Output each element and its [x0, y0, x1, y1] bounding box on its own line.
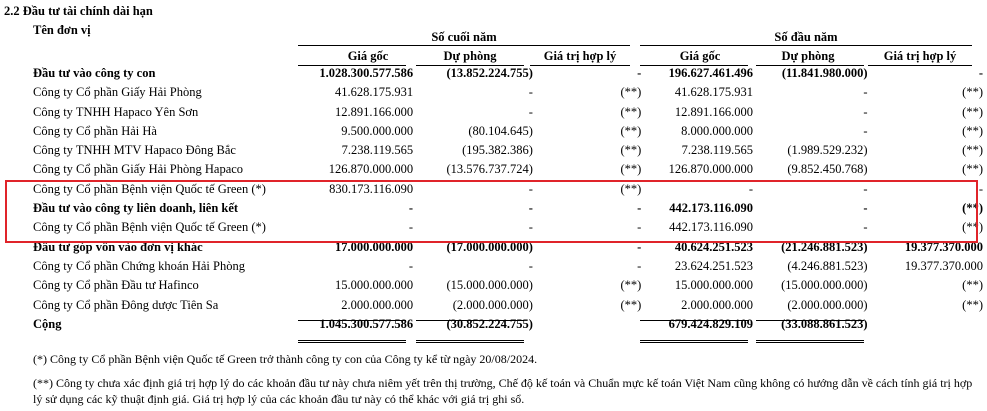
row-value: (15.000.000.000): [781, 278, 868, 293]
row-value: 41.628.175.931: [674, 85, 753, 100]
row-value: 1.045.300.577.586: [319, 316, 414, 331]
row-value: (**): [962, 278, 983, 293]
row-value: (**): [962, 104, 983, 119]
row-value: (17.000.000.000): [446, 239, 533, 254]
row-value: 17.000.000.000: [334, 239, 414, 254]
row-value: -: [528, 85, 533, 100]
row-name: Công ty Cổ phần Giấy Hải Phòng: [33, 85, 202, 100]
row-value: (30.852.224.755): [446, 316, 533, 331]
row-value: (21.246.881.523): [781, 239, 868, 254]
row-value: 679.424.829.109: [668, 316, 753, 331]
row-value: (**): [620, 85, 642, 100]
row-name: Công ty Cổ phần Đầu tư Hafinco: [33, 278, 199, 293]
row-value: -: [863, 181, 868, 196]
row-value: (**): [620, 143, 642, 158]
row-value: -: [978, 66, 983, 80]
table-row: [33, 160, 987, 179]
table-row: [33, 276, 987, 295]
row-value: (**): [962, 162, 983, 177]
row-value: (**): [962, 143, 983, 158]
row-value: -: [863, 220, 868, 235]
row-value: [537, 315, 645, 334]
total-rule: [416, 320, 524, 321]
row-value: -: [528, 201, 533, 216]
total-rule: [640, 320, 748, 321]
row-value: 15.000.000.000: [674, 278, 753, 293]
row-value: 15.000.000.000: [334, 278, 414, 293]
table-row: [33, 83, 987, 102]
section-title: 2.2 Đầu tư tài chính dài hạn: [4, 4, 153, 18]
row-value: 41.628.175.931: [334, 85, 414, 100]
total-double-rule: [756, 340, 864, 343]
row-value: 19.377.370.000: [904, 239, 983, 254]
row-value: -: [748, 181, 753, 196]
row-value: (33.088.861.523): [781, 316, 868, 331]
total-rule: [756, 320, 864, 321]
header-original-cost-end: Giá gốc: [347, 49, 389, 63]
row-value: (11.841.980.000): [781, 66, 868, 80]
row-value: (2.000.000.000): [452, 297, 533, 312]
footnote-double-star: (**) Công ty chưa xác định giá trị hợp lý do các khoản đầu tư này chưa niêm yết trên thị trường, Chế độ kế toán và Chuẩn mực kế toán Việt Nam cũng không có hướng dẫn về cách tính giá trị hợp lý sử dụng các kỹ thuật định giá. Giá trị hợp lý của các khoản đầu tư này có thể khác với giá trị ghi sổ.: [33, 376, 973, 407]
row-value: -: [863, 201, 868, 216]
start-of-year-rule: [640, 45, 972, 46]
row-value: -: [637, 258, 642, 273]
header-provision-start: Dự phòng: [781, 49, 835, 63]
row-value: 2.000.000.000: [341, 297, 414, 312]
total-double-rule: [298, 340, 406, 343]
row-value: (**): [962, 123, 983, 138]
row-value: (**): [620, 297, 642, 312]
total-rule: [298, 320, 406, 321]
total-double-rule: [640, 340, 748, 343]
row-value: (**): [620, 104, 642, 119]
row-name: Công ty Cổ phần Giấy Hải Phòng Hapaco: [33, 162, 244, 177]
table-row: [33, 296, 987, 315]
row-value: 8.000.000.000: [681, 123, 753, 138]
name-column-header: Tên đơn vị: [33, 23, 91, 37]
row-value: 196.627.461.496: [668, 66, 753, 80]
table-row: [33, 103, 987, 122]
row-value: 126.870.000.000: [668, 162, 753, 177]
row-value: (13.576.737.724): [446, 162, 533, 177]
row-value: [872, 315, 987, 334]
row-value: -: [528, 104, 533, 119]
row-value: -: [408, 258, 414, 273]
row-value: -: [528, 258, 533, 273]
row-value: 9.500.000.000: [341, 123, 414, 138]
end-of-year-header: Số cuối năm: [431, 30, 497, 44]
row-value: 442.173.116.090: [669, 220, 753, 235]
table-row: [33, 64, 987, 83]
row-name: Công ty Cổ phần Bệnh viện Quốc tế Green (*): [33, 220, 266, 235]
row-value: (**): [962, 220, 983, 235]
end-of-year-rule: [298, 45, 630, 46]
row-name: Đầu tư góp vốn vào đơn vị khác: [33, 239, 203, 254]
total-double-rule: [416, 340, 524, 343]
footnote-single-star: (*) Công ty Cổ phần Bệnh viện Quốc tế Green trở thành công ty con của Công ty kể từ ngày 20/08/2024.: [33, 352, 538, 366]
row-value: (**): [620, 123, 642, 138]
row-name: Công ty Cổ phần Chứng khoán Hải Phòng: [33, 258, 245, 273]
highlight-box: [5, 180, 978, 243]
row-value: 12.891.166.000: [334, 104, 414, 119]
row-value: 1.028.300.577.586: [319, 66, 414, 80]
row-name: Đầu tư vào công ty con: [33, 66, 156, 80]
row-value: (**): [962, 297, 983, 312]
row-value: (9.852.450.768): [787, 162, 868, 177]
row-value: (**): [962, 201, 983, 216]
row-value: (15.000.000.000): [446, 278, 533, 293]
row-value: (4.246.881.523): [787, 258, 868, 273]
header-provision-end: Dự phòng: [443, 49, 497, 63]
header-fair-value-end: Giá trị hợp lý: [543, 49, 617, 63]
table-row: [33, 315, 987, 334]
row-name: Công ty TNHH MTV Hapaco Đông Bắc: [33, 143, 236, 158]
row-value: 442.173.116.090: [669, 201, 753, 216]
row-value: (195.382.386): [462, 143, 533, 158]
row-value: -: [528, 220, 533, 235]
row-value: (**): [620, 162, 642, 177]
row-name: Công ty Cổ phần Hải Hà: [33, 123, 157, 138]
table-row: [33, 257, 987, 276]
row-value: -: [978, 181, 983, 196]
row-value: 126.870.000.000: [328, 162, 414, 177]
row-value: (13.852.224.755): [446, 66, 533, 80]
row-value: -: [408, 220, 414, 235]
row-value: -: [637, 220, 642, 235]
row-value: 7.238.119.565: [681, 143, 753, 158]
row-value: 23.624.251.523: [674, 258, 753, 273]
row-value: (80.104.645): [468, 123, 533, 138]
row-value: (2.000.000.000): [787, 297, 868, 312]
row-value: (1.989.529.232): [787, 143, 868, 158]
row-value: (**): [962, 85, 983, 100]
row-value: 12.891.166.000: [674, 104, 753, 119]
row-name: Cộng: [33, 316, 62, 331]
row-value: -: [408, 201, 414, 216]
start-of-year-header: Số đầu năm: [774, 30, 838, 44]
row-value: 2.000.000.000: [681, 297, 753, 312]
row-value: -: [637, 201, 642, 216]
header-fair-value-start: Giá trị hợp lý: [883, 49, 957, 63]
row-value: 40.624.251.523: [674, 239, 753, 254]
row-value: -: [528, 181, 533, 196]
row-value: 19.377.370.000: [904, 258, 983, 273]
row-value: 830.173.116.090: [329, 181, 414, 196]
row-value: 7.238.119.565: [341, 143, 414, 158]
row-value: (**): [620, 181, 642, 196]
row-value: -: [637, 239, 642, 254]
table-row: [33, 122, 987, 141]
header-original-cost-start: Giá gốc: [679, 49, 721, 63]
row-name: Đầu tư vào công ty liên doanh, liên kết: [33, 201, 239, 216]
row-value: -: [637, 66, 642, 80]
row-value: -: [863, 85, 868, 100]
row-value: -: [863, 104, 868, 119]
row-name: Công ty TNHH Hapaco Yên Sơn: [33, 104, 199, 119]
row-name: Công ty Cổ phần Bệnh viện Quốc tế Green (*): [33, 181, 266, 196]
table-row: [33, 141, 987, 160]
row-name: Công ty Cổ phần Đông dược Tiên Sa: [33, 297, 219, 312]
row-value: (**): [620, 278, 642, 293]
row-value: -: [863, 123, 868, 138]
